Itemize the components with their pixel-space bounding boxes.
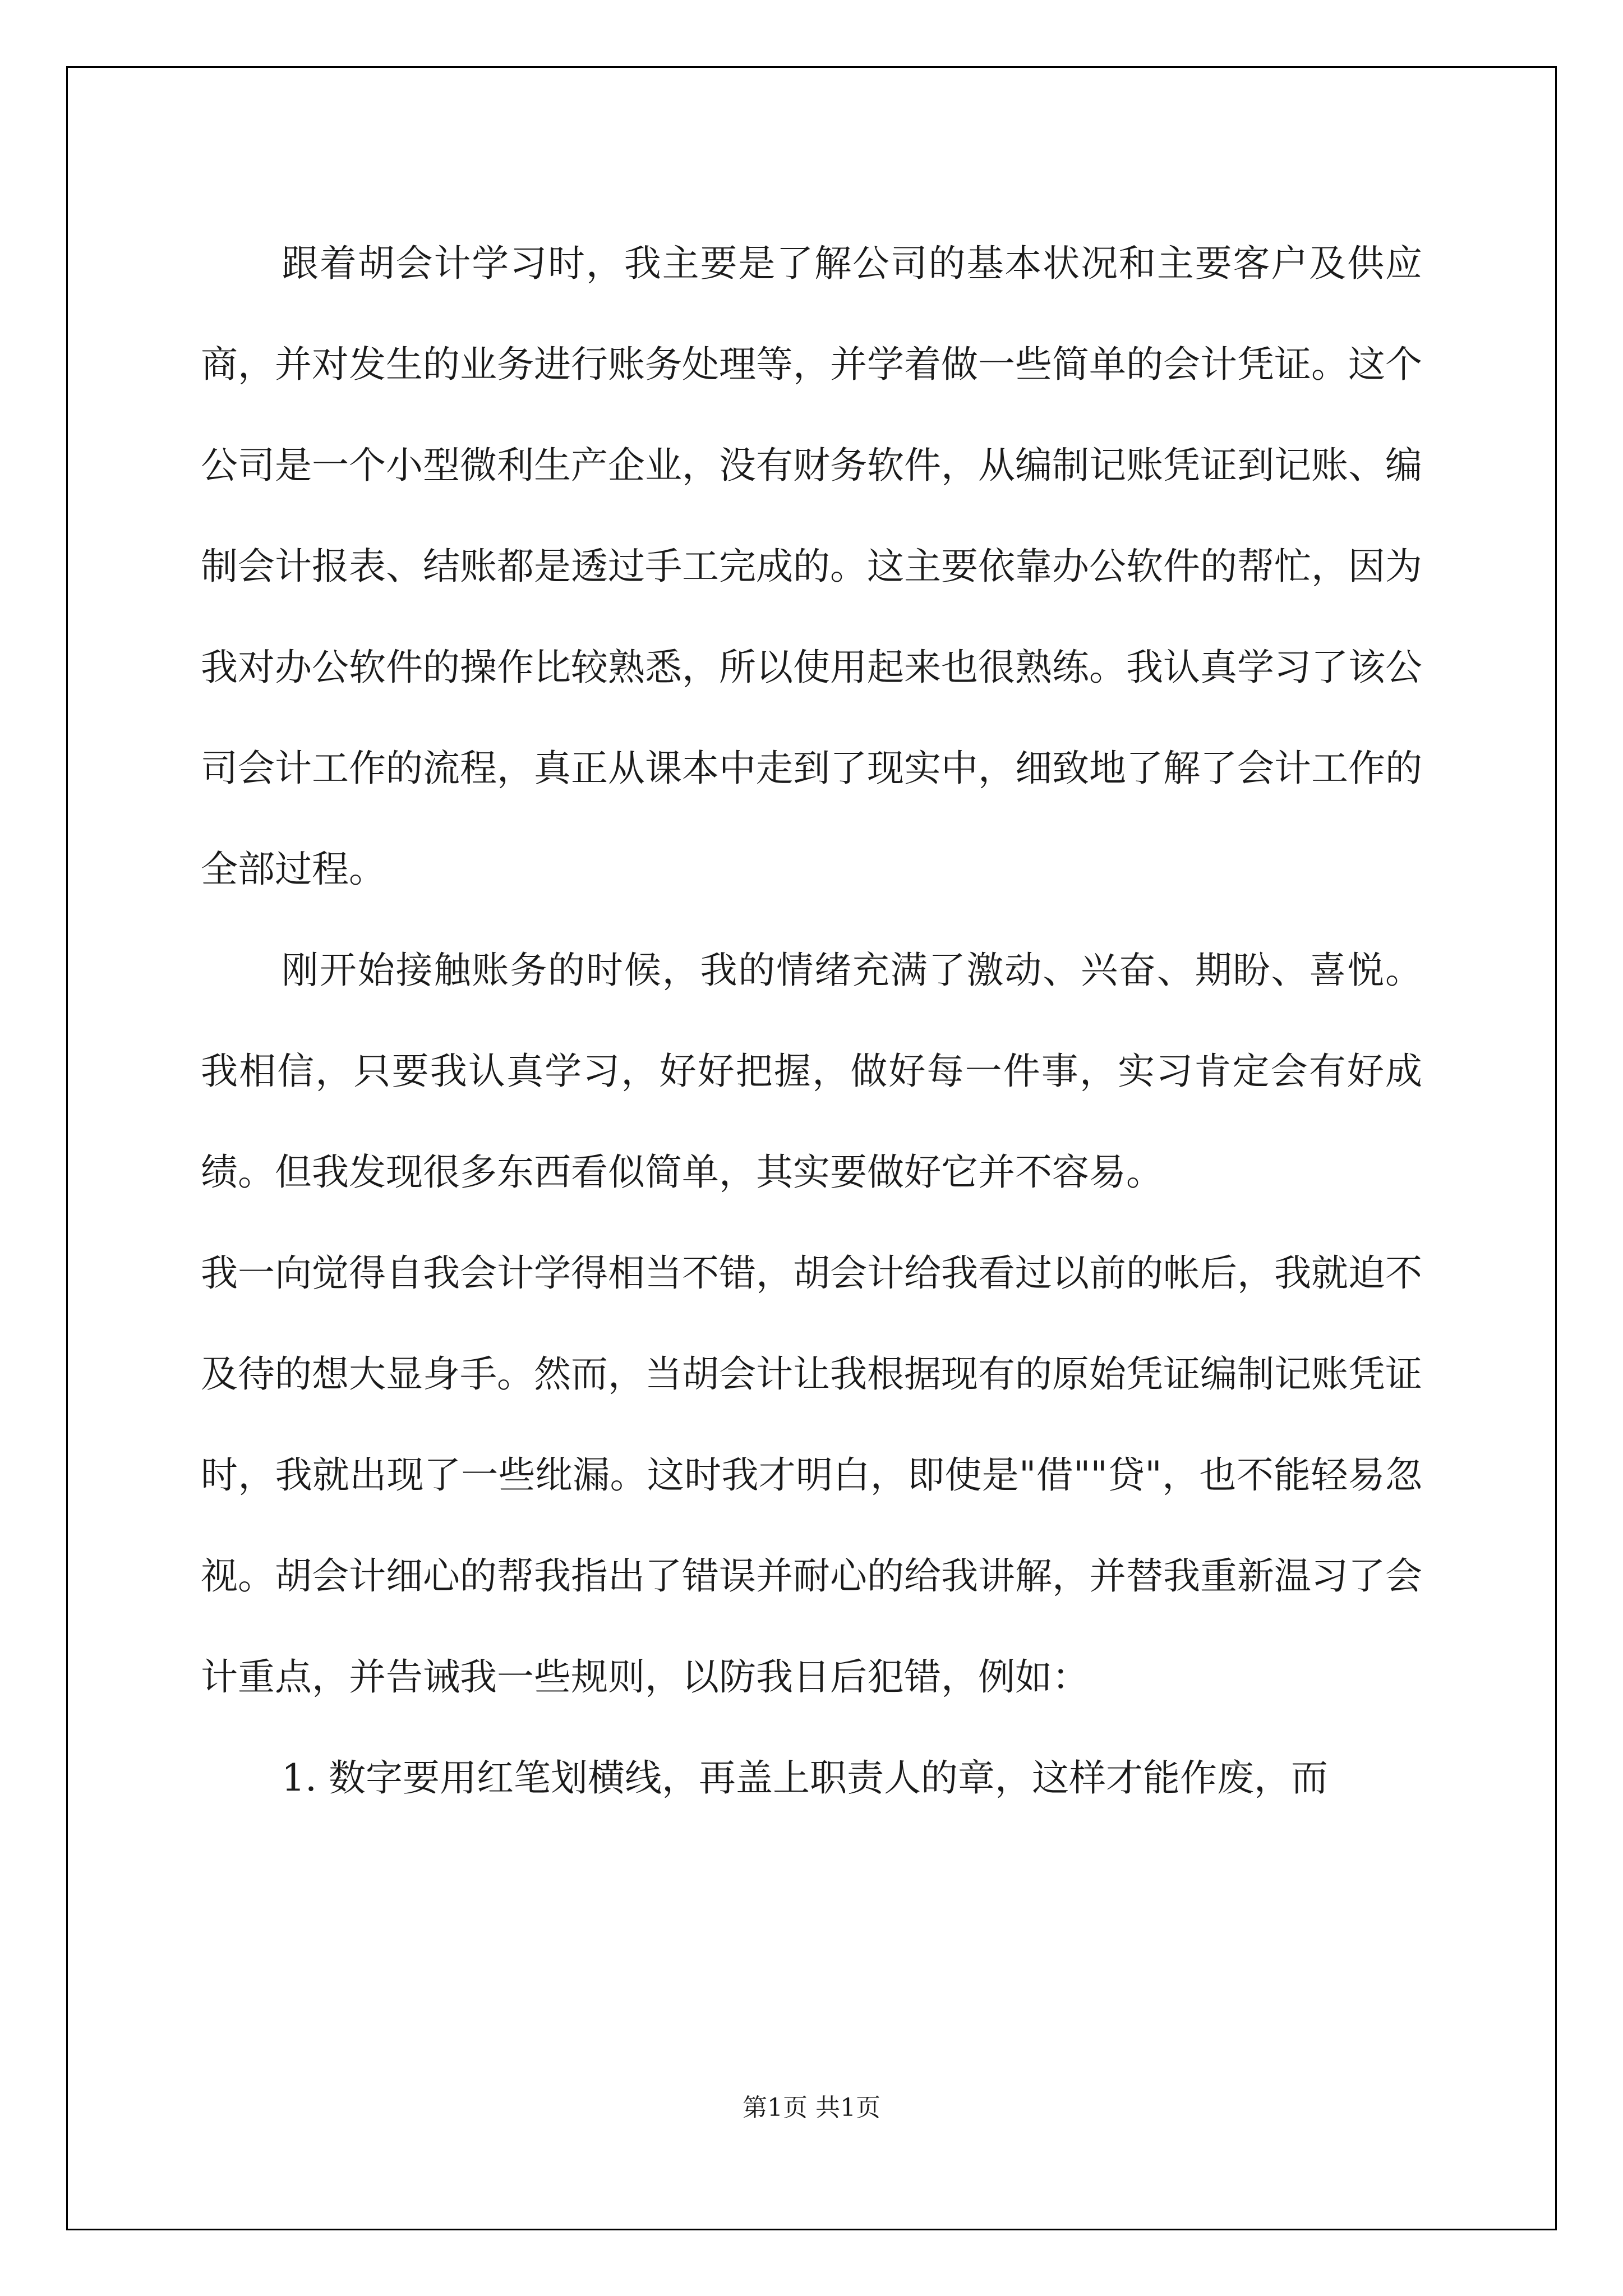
paragraph-3: 我一向觉得自我会计学得相当不错，胡会计给我看过以前的帐后，我就迫不及待的想大显身手。然而，当胡会计让我根据现有的原始凭证编制记账凭证时，我就出现了一些纰漏。这时我才明白，即使是"借""贷"，也不能轻易忽视。胡会计细心的帮我指出了错误并耐心的给我讲解，并替我重新温习了会计重点，并告诫我一些规则，以防我日后犯错，例如： [201,1251,1422,1699]
paragraph-1: 跟着胡会计学习时，我主要是了解公司的基本状况和主要客户及供应商，并对发生的业务进行账务处理等，并学着做一些简单的会计凭证。这个公司是一个小型微利生产企业，没有财务软件，从编制记账凭证到记账、编制会计报表、结账都是透过手工完成的。这主要依靠办公软件的帮忙，因为我对办公软件的操作比较熟悉，所以使用起来也很熟练。我认真学习了该公司会计工作的流程，真正从课本中走到了现实中，细致地了解了会计工作的全部过程。 [201,242,1422,891]
paragraph-4: 1. 数字要用红笔划横线，再盖上职责人的章，这样才能作废，而 [282,1756,1328,1800]
page-footer: 第1页 共1页 [743,2093,880,2122]
paragraph-2: 刚开始接触账务的时候，我的情绪充满了激动、兴奋、期盼、喜悦。我相信，只要我认真学习，好好把握，做好每一件事，实习肯定会有好成绩。但我发现很多东西看似简单，其实要做好它并不容易。 [201,949,1422,1194]
document-body [201,213,1422,1829]
